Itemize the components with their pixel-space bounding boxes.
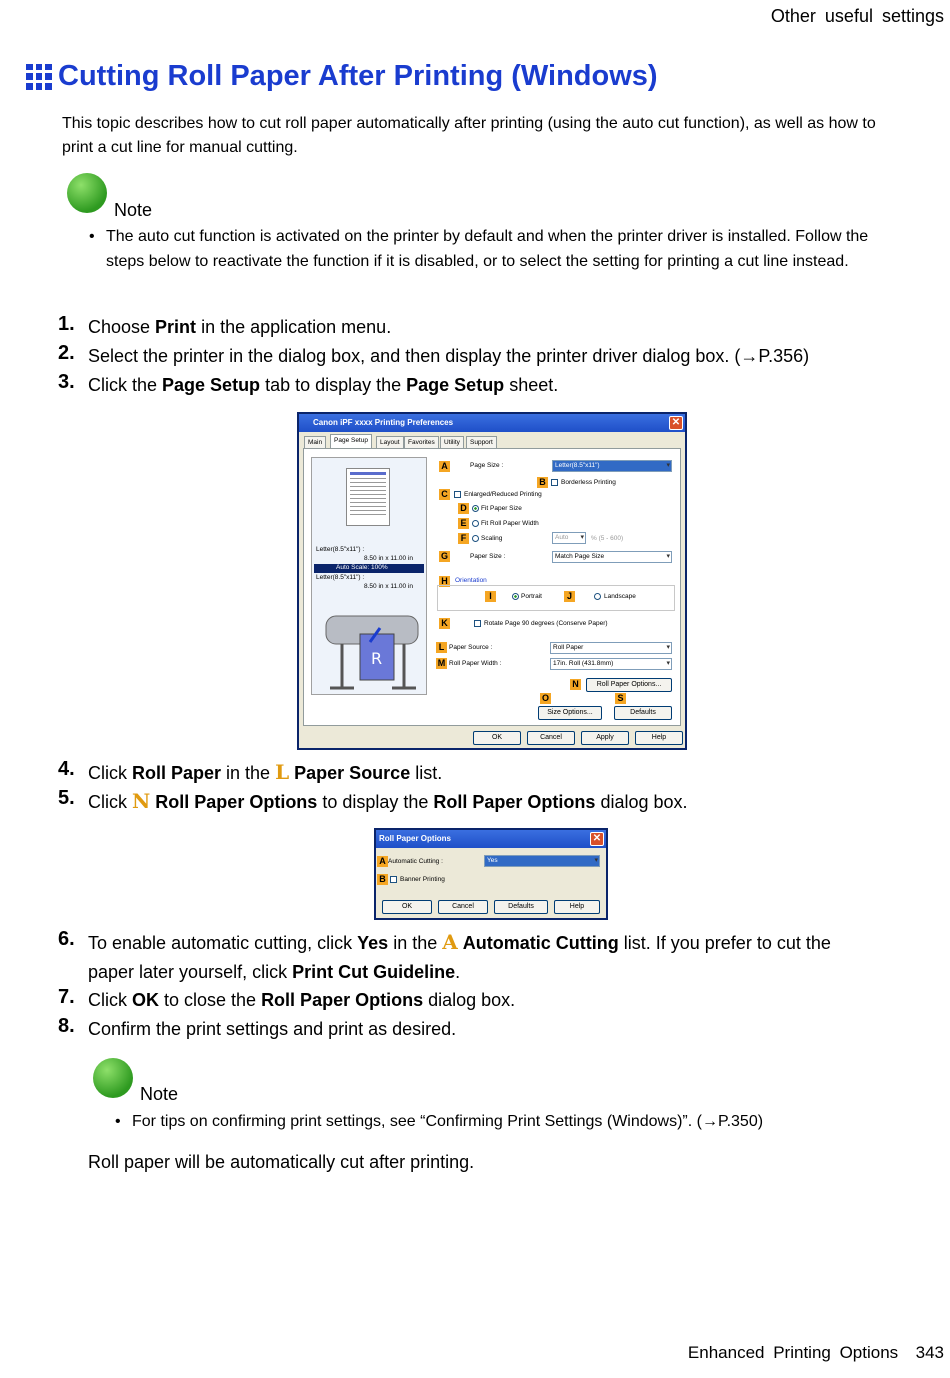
step-4: 4. Click Roll Paper in the L Paper Source list. (58, 758, 443, 784)
tab-main[interactable]: Main (304, 436, 326, 448)
step-5: 5. Click N Roll Paper Options to display the Roll Paper Options dialog box. (58, 787, 688, 813)
tab-page-setup[interactable]: Page Setup (330, 434, 372, 448)
help-button[interactable]: Help (554, 900, 600, 914)
running-header: Other useful settings (770, 6, 944, 26)
note-check-icon (67, 173, 107, 213)
landscape-radio[interactable] (594, 593, 601, 600)
close-icon[interactable]: ✕ (669, 416, 683, 430)
ok-button[interactable]: OK (382, 900, 432, 914)
page-size-select[interactable]: Letter(8.5"x11") ▾ (552, 460, 672, 472)
portrait-radio[interactable] (512, 593, 519, 600)
note-label: Note (140, 1084, 179, 1104)
rotate-page-checkbox[interactable] (474, 620, 481, 627)
step-8: 8. Confirm the print settings and print as desired. (58, 1015, 457, 1039)
note-bullet: • For tips on confirming print settings, see “Confirming Print Settings (Windows)”. (→P.350) (132, 1109, 892, 1134)
apply-button[interactable]: Apply (581, 731, 629, 745)
svg-text:R: R (371, 649, 383, 668)
page-title-text: Cutting Roll Paper After Printing (Windows) (58, 60, 658, 92)
roll-paper-options-button[interactable]: Roll Paper Options... (586, 678, 672, 692)
automatic-cutting-select[interactable]: Yes ▾ (484, 855, 600, 867)
running-footer: Enhanced Printing Options 343 (687, 1343, 944, 1362)
ok-button[interactable]: OK (473, 731, 521, 745)
tab-support[interactable]: Support (466, 436, 497, 448)
borderless-checkbox[interactable] (551, 479, 558, 486)
scaling-input[interactable]: Auto ▾ (552, 532, 586, 544)
note-check-icon (93, 1058, 133, 1098)
printer-illustration (320, 598, 424, 694)
closing-text: Roll paper will be automatically cut after printing. (88, 1152, 475, 1172)
preview-panel: Letter(8.5"x11") : 8.50 in x 11.00 in Auto Scale: 100% Letter(8.5"x11") : 8.50 in x 11.00 in R (311, 457, 427, 695)
defaults-button[interactable]: Defaults (614, 706, 672, 720)
cancel-button[interactable]: Cancel (438, 900, 488, 914)
page-setup-sheet: Letter(8.5"x11") : 8.50 in x 11.00 in Auto Scale: 100% Letter(8.5"x11") : 8.50 in x 11.00 in R A Page Size : Letter(8.5"x11") ▾ B Borderless Printing C Enlarged/Reduced Printing D Fit Paper Size E Fit Roll Paper Width F Scaling Auto ▾ % (5 - 600) G Paper Size : Match Page Size ▾ H Orientation I Portrait J Landscape K Rotate Page 90 degrees (Conserve Paper) L Paper Source : Roll Paper ▾ M Roll Paper Width : 17in. Roll (431.8mm) ▾ N Roll Paper Options... O S Size Options... Defaults (303, 448, 681, 726)
size-options-button[interactable]: Size Options... (538, 706, 602, 720)
paper-source-select[interactable]: Roll Paper ▾ (550, 642, 672, 654)
tab-favorites[interactable]: Favorites (404, 436, 439, 448)
scaling-radio[interactable] (472, 535, 479, 542)
page-number: 343 (915, 1343, 944, 1362)
dialog-titlebar: Canon iPF xxxx Printing Preferences ✕ (299, 414, 685, 432)
cancel-button[interactable]: Cancel (527, 731, 575, 745)
roll-paper-options-dialog: Roll Paper Options ✕ A Automatic Cutting : Yes ▾ B Banner Printing OK Cancel Defaults Help (374, 828, 608, 920)
banner-printing-checkbox[interactable] (390, 876, 397, 883)
note-bullet: • The auto cut function is activated on the printer by default and when the printer driver is installed. Follow the steps below to reactivate the function if it is disabled, or to select the setting for printing a cut line instead. (106, 224, 896, 274)
close-icon[interactable]: ✕ (590, 832, 604, 846)
step-7: 7. Click OK to close the Roll Paper Options dialog box. (58, 986, 516, 1010)
step-3: 3. Click the Page Setup tab to display the Page Setup sheet. (58, 371, 559, 395)
dialog2-titlebar: Roll Paper Options ✕ (376, 830, 606, 848)
step-1: 1. Choose Print in the application menu. (58, 313, 392, 337)
step-6: 6. To enable automatic cutting, click Yes in the A Automatic Cutting list. If you prefer to cut the paper later yourself, click Print Cut Guideline. (58, 928, 831, 982)
enlarged-reduced-checkbox[interactable] (454, 491, 461, 498)
defaults-button[interactable]: Defaults (494, 900, 548, 914)
orientation-group (437, 585, 675, 611)
tab-layout[interactable]: Layout (376, 436, 404, 448)
paper-size-select[interactable]: Match Page Size ▾ (552, 551, 672, 563)
roll-width-select[interactable]: 17in. Roll (431.8mm) ▾ (550, 658, 672, 670)
fit-roll-width-radio[interactable] (472, 520, 479, 527)
fit-paper-radio[interactable] (472, 505, 479, 512)
section-grid-icon (26, 64, 52, 90)
tab-utility[interactable]: Utility (440, 436, 464, 448)
intro-paragraph: This topic describes how to cut roll paper automatically after printing (using the auto cut function), as well as how to print a cut line for manual cutting. (62, 115, 876, 156)
page-title (26, 60, 658, 93)
note-label: Note (114, 200, 153, 220)
help-button[interactable]: Help (635, 731, 683, 745)
printing-preferences-dialog (297, 412, 687, 750)
page-preview (346, 468, 390, 526)
step-2: 2. Select the printer in the dialog box, and then display the printer driver dialog box. (→P.356) (58, 342, 810, 366)
